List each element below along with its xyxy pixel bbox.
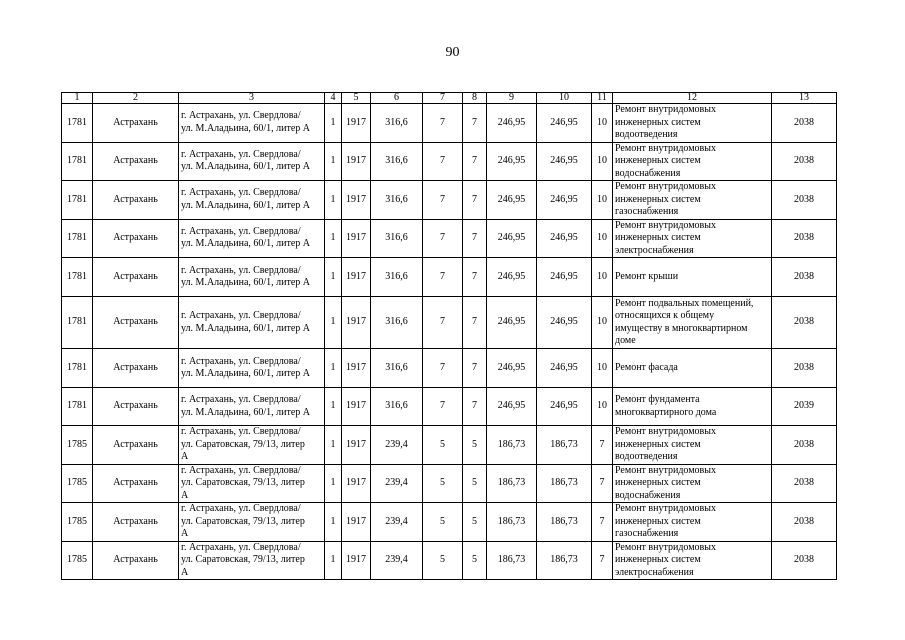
address-cell bbox=[179, 388, 325, 426]
house-count-cell: 1 bbox=[325, 142, 342, 181]
storeys-cell: 7 bbox=[592, 464, 613, 503]
work-line: инженерных систем bbox=[615, 116, 701, 128]
address-line: ул. М.Аладьина, 60/1, литер А bbox=[181, 199, 311, 211]
work-line: Ремонт внутридомовых bbox=[615, 104, 717, 115]
work-line: инженерных систем bbox=[615, 193, 701, 205]
address-line: ул. Саратовская, 79/13, литер bbox=[181, 438, 305, 450]
city-cell: Астрахань bbox=[93, 258, 179, 297]
residential-area-cell: 186,73 bbox=[537, 541, 592, 580]
build-year-cell: 1917 bbox=[342, 503, 371, 542]
city-cell: Астрахань bbox=[93, 219, 179, 258]
column-number-header: 11 bbox=[592, 93, 613, 104]
residential-area-cell: 246,95 bbox=[537, 181, 592, 220]
address-line: ул. М.Аладьина, 60/1, литер А bbox=[181, 368, 311, 379]
city-cell: Астрахань bbox=[93, 181, 179, 220]
storeys-cell: 7 bbox=[592, 503, 613, 542]
residential-area-cell: 246,95 bbox=[537, 258, 592, 297]
address-cell bbox=[179, 219, 325, 258]
work-line: водоотведения bbox=[615, 129, 678, 140]
work-line: инженерных систем bbox=[615, 155, 701, 166]
work-line: относящихся к общему bbox=[615, 310, 715, 321]
total-area-cell: 239,4 bbox=[371, 464, 423, 503]
planned-year-cell: 2038 bbox=[772, 349, 837, 388]
total-area-cell: 239,4 bbox=[371, 541, 423, 580]
address-cell bbox=[179, 503, 325, 542]
column-number-header: 9 bbox=[487, 93, 537, 104]
residential-area-cell: 246,95 bbox=[537, 104, 592, 143]
storeys-cell: 7 bbox=[592, 426, 613, 465]
build-year-cell: 1917 bbox=[342, 388, 371, 426]
city-cell: Астрахань bbox=[93, 464, 179, 503]
address-line: г. Астрахань, ул. Свердлова/ bbox=[181, 225, 301, 237]
area-col-7-cell: 5 bbox=[423, 503, 463, 542]
residential-area-cell: 246,95 bbox=[537, 388, 592, 426]
city-cell: Астрахань bbox=[93, 349, 179, 388]
record-number-cell: 1785 bbox=[62, 426, 93, 465]
area-col-7-cell: 5 bbox=[423, 464, 463, 503]
record-number-cell: 1781 bbox=[62, 297, 93, 349]
table-row bbox=[62, 219, 837, 258]
address-cell bbox=[179, 181, 325, 220]
repair-schedule-table bbox=[61, 92, 837, 580]
address-line: ул. Саратовская, 79/13, литер bbox=[181, 477, 305, 488]
work-line: Ремонт внутридомовых bbox=[615, 142, 717, 154]
storeys-cell: 10 bbox=[592, 181, 613, 220]
table-row bbox=[62, 426, 837, 465]
address-line: г. Астрахань, ул. Свердлова/ bbox=[181, 426, 301, 437]
record-number-cell: 1781 bbox=[62, 181, 93, 220]
total-area-cell: 316,6 bbox=[371, 297, 423, 349]
storeys-cell: 10 bbox=[592, 104, 613, 143]
table-row bbox=[62, 181, 837, 220]
table-row bbox=[62, 297, 837, 349]
address-cell bbox=[179, 349, 325, 388]
planned-year-cell: 2038 bbox=[772, 503, 837, 542]
house-count-cell: 1 bbox=[325, 297, 342, 349]
work-line: Ремонт крыши bbox=[615, 270, 679, 282]
living-area-cell: 186,73 bbox=[487, 541, 537, 580]
living-area-cell: 246,95 bbox=[487, 297, 537, 349]
area-col-8-cell: 7 bbox=[463, 104, 487, 143]
area-col-7-cell: 5 bbox=[423, 426, 463, 465]
address-line: г. Астрахань, ул. Свердлова/ bbox=[181, 110, 301, 122]
address-cell bbox=[179, 541, 325, 580]
area-col-7-cell: 7 bbox=[423, 297, 463, 349]
address-line: ул. М.Аладьина, 60/1, литер А bbox=[181, 406, 311, 418]
record-number-cell: 1781 bbox=[62, 219, 93, 258]
area-col-8-cell: 7 bbox=[463, 297, 487, 349]
work-line: водоснабжения bbox=[615, 489, 681, 501]
record-number-cell: 1781 bbox=[62, 258, 93, 297]
record-number-cell: 1781 bbox=[62, 349, 93, 388]
record-number-cell: 1785 bbox=[62, 541, 93, 580]
record-number-cell: 1781 bbox=[62, 104, 93, 143]
table-row bbox=[62, 503, 837, 542]
repair-work-type-cell bbox=[613, 258, 772, 297]
work-line: водоотведения bbox=[615, 451, 678, 462]
total-area-cell: 316,6 bbox=[371, 349, 423, 388]
planned-year-cell: 2038 bbox=[772, 181, 837, 220]
work-line: Ремонт внутридомовых bbox=[615, 464, 717, 476]
area-col-7-cell: 5 bbox=[423, 541, 463, 580]
repair-work-type-cell bbox=[613, 349, 772, 388]
repair-work-type-cell bbox=[613, 297, 772, 349]
repair-work-type-cell bbox=[613, 181, 772, 220]
address-line: г. Астрахань, ул. Свердлова/ bbox=[181, 148, 301, 160]
address-line: ул. М.Аладьина, 60/1, литер А bbox=[181, 277, 311, 288]
build-year-cell: 1917 bbox=[342, 104, 371, 143]
house-count-cell: 1 bbox=[325, 181, 342, 220]
total-area-cell: 316,6 bbox=[371, 388, 423, 426]
house-count-cell: 1 bbox=[325, 258, 342, 297]
house-count-cell: 1 bbox=[325, 219, 342, 258]
planned-year-cell: 2038 bbox=[772, 426, 837, 465]
total-area-cell: 316,6 bbox=[371, 181, 423, 220]
city-cell: Астрахань bbox=[93, 541, 179, 580]
record-number-cell: 1785 bbox=[62, 503, 93, 542]
living-area-cell: 186,73 bbox=[487, 426, 537, 465]
repair-work-type-cell bbox=[613, 503, 772, 542]
storeys-cell: 10 bbox=[592, 219, 613, 258]
table-row bbox=[62, 388, 837, 426]
column-number-header: 6 bbox=[371, 93, 423, 104]
address-line: г. Астрахань, ул. Свердлова/ bbox=[181, 464, 301, 476]
table-row bbox=[62, 104, 837, 143]
living-area-cell: 186,73 bbox=[487, 464, 537, 503]
city-cell: Астрахань bbox=[93, 142, 179, 181]
repair-work-type-cell bbox=[613, 464, 772, 503]
header-row bbox=[62, 93, 837, 104]
area-col-7-cell: 7 bbox=[423, 388, 463, 426]
work-line: газоснабжения bbox=[615, 528, 679, 539]
house-count-cell: 1 bbox=[325, 104, 342, 143]
build-year-cell: 1917 bbox=[342, 464, 371, 503]
repair-work-type-cell bbox=[613, 219, 772, 258]
repair-work-type-cell bbox=[613, 104, 772, 143]
residential-area-cell: 186,73 bbox=[537, 426, 592, 465]
house-count-cell: 1 bbox=[325, 426, 342, 465]
total-area-cell: 239,4 bbox=[371, 426, 423, 465]
address-cell bbox=[179, 104, 325, 143]
area-col-7-cell: 7 bbox=[423, 142, 463, 181]
work-line: Ремонт внутридомовых bbox=[615, 503, 717, 514]
planned-year-cell: 2039 bbox=[772, 388, 837, 426]
work-line: Ремонт внутридомовых bbox=[615, 181, 717, 192]
area-col-8-cell: 5 bbox=[463, 503, 487, 542]
work-line: газоснабжения bbox=[615, 206, 679, 217]
address-line: ул. М.Аладьина, 60/1, литер А bbox=[181, 161, 311, 173]
address-cell bbox=[179, 142, 325, 181]
address-line: ул. Саратовская, 79/13, литер bbox=[181, 554, 305, 565]
table-row bbox=[62, 258, 837, 297]
area-col-8-cell: 7 bbox=[463, 219, 487, 258]
column-number-header: 10 bbox=[537, 93, 592, 104]
city-cell: Астрахань bbox=[93, 297, 179, 349]
living-area-cell: 246,95 bbox=[487, 104, 537, 143]
work-line: инженерных систем bbox=[615, 438, 701, 450]
storeys-cell: 10 bbox=[592, 297, 613, 349]
residential-area-cell: 186,73 bbox=[537, 503, 592, 542]
work-line: Ремонт фасада bbox=[615, 361, 678, 373]
page-number: 90 bbox=[445, 45, 460, 60]
column-number-header: 12 bbox=[613, 93, 772, 104]
work-line: водоснабжения bbox=[615, 167, 681, 179]
work-line: Ремонт фундамента bbox=[615, 394, 700, 405]
address-line: ул. М.Аладьина, 60/1, литер А bbox=[181, 238, 311, 250]
storeys-cell: 10 bbox=[592, 388, 613, 426]
storeys-cell: 7 bbox=[592, 541, 613, 580]
house-count-cell: 1 bbox=[325, 388, 342, 426]
area-col-7-cell: 7 bbox=[423, 258, 463, 297]
living-area-cell: 246,95 bbox=[487, 219, 537, 258]
planned-year-cell: 2038 bbox=[772, 104, 837, 143]
address-line: г. Астрахань, ул. Свердлова/ bbox=[181, 503, 301, 514]
house-count-cell: 1 bbox=[325, 503, 342, 542]
living-area-cell: 246,95 bbox=[487, 258, 537, 297]
record-number-cell: 1781 bbox=[62, 388, 93, 426]
area-col-8-cell: 7 bbox=[463, 349, 487, 388]
address-line: г. Астрахань, ул. Свердлова/ bbox=[181, 394, 301, 405]
column-number-header: 13 bbox=[772, 93, 837, 104]
column-number-header: 7 bbox=[423, 93, 463, 104]
total-area-cell: 316,6 bbox=[371, 104, 423, 143]
address-line: А bbox=[181, 451, 189, 462]
living-area-cell: 186,73 bbox=[487, 503, 537, 542]
house-count-cell: 1 bbox=[325, 464, 342, 503]
build-year-cell: 1917 bbox=[342, 349, 371, 388]
total-area-cell: 316,6 bbox=[371, 258, 423, 297]
build-year-cell: 1917 bbox=[342, 142, 371, 181]
work-line: Ремонт внутридомовых bbox=[615, 219, 717, 231]
record-number-cell: 1781 bbox=[62, 142, 93, 181]
build-year-cell: 1917 bbox=[342, 426, 371, 465]
address-line: г. Астрахань, ул. Свердлова/ bbox=[181, 264, 301, 276]
address-line: г. Астрахань, ул. Свердлова/ bbox=[181, 355, 301, 367]
area-col-8-cell: 7 bbox=[463, 388, 487, 426]
residential-area-cell: 246,95 bbox=[537, 219, 592, 258]
work-line: имуществу в многоквартирном bbox=[615, 322, 748, 334]
column-number-header: 4 bbox=[325, 93, 342, 104]
area-col-7-cell: 7 bbox=[423, 219, 463, 258]
living-area-cell: 246,95 bbox=[487, 142, 537, 181]
repair-work-type-cell bbox=[613, 541, 772, 580]
work-line: доме bbox=[615, 335, 636, 346]
address-line: г. Астрахань, ул. Свердлова/ bbox=[181, 310, 301, 321]
living-area-cell: 246,95 bbox=[487, 349, 537, 388]
area-col-7-cell: 7 bbox=[423, 104, 463, 143]
address-line: ул. Саратовская, 79/13, литер bbox=[181, 515, 305, 527]
planned-year-cell: 2038 bbox=[772, 297, 837, 349]
address-cell bbox=[179, 464, 325, 503]
address-line: ул. М.Аладьина, 60/1, литер А bbox=[181, 322, 311, 334]
build-year-cell: 1917 bbox=[342, 297, 371, 349]
planned-year-cell: 2038 bbox=[772, 541, 837, 580]
living-area-cell: 246,95 bbox=[487, 388, 537, 426]
city-cell: Астрахань bbox=[93, 503, 179, 542]
residential-area-cell: 186,73 bbox=[537, 464, 592, 503]
planned-year-cell: 2038 bbox=[772, 219, 837, 258]
house-count-cell: 1 bbox=[325, 541, 342, 580]
residential-area-cell: 246,95 bbox=[537, 142, 592, 181]
area-col-7-cell: 7 bbox=[423, 349, 463, 388]
work-line: многоквартирного дома bbox=[615, 406, 717, 418]
work-line: Ремонт подвальных помещений, bbox=[615, 297, 754, 309]
build-year-cell: 1917 bbox=[342, 219, 371, 258]
planned-year-cell: 2038 bbox=[772, 142, 837, 181]
storeys-cell: 10 bbox=[592, 258, 613, 297]
table-row bbox=[62, 541, 837, 580]
work-line: инженерных систем bbox=[615, 515, 701, 527]
build-year-cell: 1917 bbox=[342, 258, 371, 297]
repair-work-type-cell bbox=[613, 142, 772, 181]
table-row bbox=[62, 142, 837, 181]
address-line: А bbox=[181, 528, 189, 539]
area-col-8-cell: 7 bbox=[463, 142, 487, 181]
column-number-header: 5 bbox=[342, 93, 371, 104]
work-line: инженерных систем bbox=[615, 232, 701, 243]
city-cell: Астрахань bbox=[93, 426, 179, 465]
work-line: инженерных систем bbox=[615, 477, 701, 488]
build-year-cell: 1917 bbox=[342, 181, 371, 220]
residential-area-cell: 246,95 bbox=[537, 297, 592, 349]
storeys-cell: 10 bbox=[592, 142, 613, 181]
address-line: ул. М.Аладьина, 60/1, литер А bbox=[181, 122, 311, 134]
area-col-7-cell: 7 bbox=[423, 181, 463, 220]
address-cell bbox=[179, 297, 325, 349]
address-cell bbox=[179, 426, 325, 465]
work-line: Ремонт внутридомовых bbox=[615, 541, 717, 553]
address-line: А bbox=[181, 489, 189, 501]
area-col-8-cell: 5 bbox=[463, 426, 487, 465]
total-area-cell: 316,6 bbox=[371, 142, 423, 181]
area-col-8-cell: 5 bbox=[463, 541, 487, 580]
residential-area-cell: 246,95 bbox=[537, 349, 592, 388]
column-number-header: 3 bbox=[179, 93, 325, 104]
column-number-header: 2 bbox=[93, 93, 179, 104]
record-number-cell: 1785 bbox=[62, 464, 93, 503]
column-number-header: 8 bbox=[463, 93, 487, 104]
house-count-cell: 1 bbox=[325, 349, 342, 388]
planned-year-cell: 2038 bbox=[772, 258, 837, 297]
work-line: Ремонт внутридомовых bbox=[615, 426, 717, 437]
area-col-8-cell: 7 bbox=[463, 258, 487, 297]
build-year-cell: 1917 bbox=[342, 541, 371, 580]
living-area-cell: 246,95 bbox=[487, 181, 537, 220]
column-number-header: 1 bbox=[62, 93, 93, 104]
work-line: электроснабжения bbox=[615, 244, 694, 256]
address-cell bbox=[179, 258, 325, 297]
repair-work-type-cell bbox=[613, 426, 772, 465]
area-col-8-cell: 7 bbox=[463, 181, 487, 220]
table-row bbox=[62, 464, 837, 503]
city-cell: Астрахань bbox=[93, 104, 179, 143]
city-cell: Астрахань bbox=[93, 388, 179, 426]
work-line: инженерных систем bbox=[615, 554, 701, 565]
repair-work-type-cell bbox=[613, 388, 772, 426]
table-row bbox=[62, 349, 837, 388]
address-line: г. Астрахань, ул. Свердлова/ bbox=[181, 541, 301, 553]
total-area-cell: 239,4 bbox=[371, 503, 423, 542]
storeys-cell: 10 bbox=[592, 349, 613, 388]
address-line: А bbox=[181, 566, 189, 578]
area-col-8-cell: 5 bbox=[463, 464, 487, 503]
work-line: электроснабжения bbox=[615, 566, 694, 578]
planned-year-cell: 2038 bbox=[772, 464, 837, 503]
total-area-cell: 316,6 bbox=[371, 219, 423, 258]
address-line: г. Астрахань, ул. Свердлова/ bbox=[181, 187, 301, 199]
